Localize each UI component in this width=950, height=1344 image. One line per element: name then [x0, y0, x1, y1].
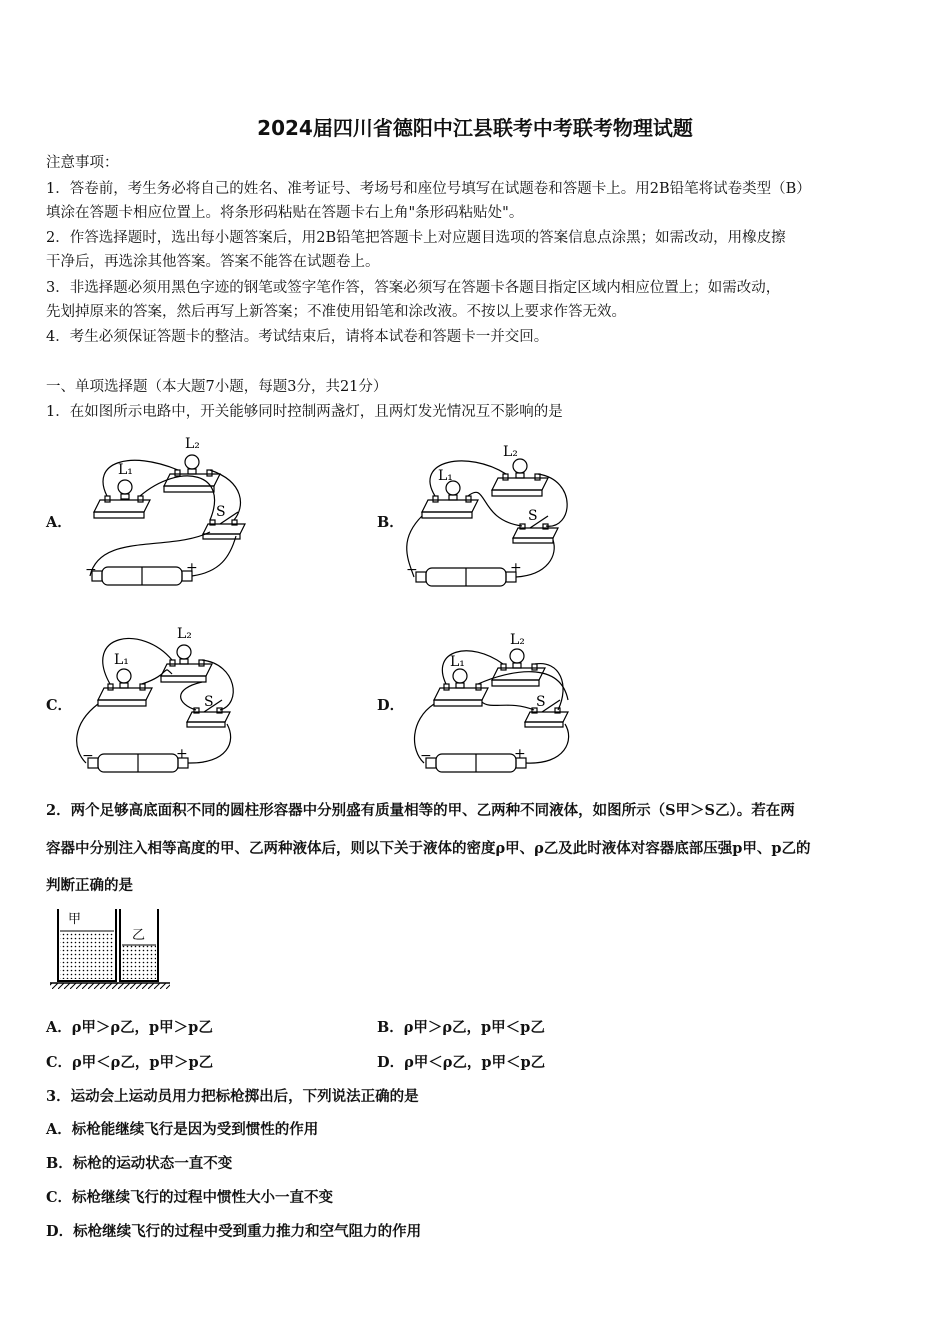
q3-option-a: A．标枪能继续飞行是因为受到惯性的作用 — [46, 1121, 319, 1138]
q2-option-b: B．ρ甲＞ρ乙，p甲＜p乙 — [377, 1019, 545, 1036]
q2-option-a: A．ρ甲＞ρ乙，p甲＞p乙 — [46, 1019, 213, 1036]
label-plus: + — [186, 560, 198, 576]
q3-option-b: B．标枪的运动状态一直不变 — [46, 1155, 233, 1172]
label-plus: + — [514, 746, 526, 762]
q1-option-d-label: D． — [377, 697, 405, 714]
notice-line: 1．答卷前，考生务必将自己的姓名、准考证号、考场号和座位号填写在试题卷和答题卡上。用2B铅笔将试卷类型（B） — [46, 181, 811, 197]
circuit-diagram-b — [398, 440, 588, 600]
question-3-stem: 3．运动会上运动员用力把标枪掷出后，下列说法正确的是 — [46, 1088, 419, 1105]
label-plus: + — [176, 746, 188, 762]
q3-option-d: D．标枪继续飞行的过程中受到重力推力和空气阻力的作用 — [46, 1223, 422, 1240]
q2-option-c: C．ρ甲＜ρ乙，p甲＞p乙 — [46, 1054, 214, 1071]
q1-option-b-label: B． — [377, 514, 404, 531]
page-title: 2024届四川省德阳中江县联考中考联考物理试题 — [257, 116, 693, 140]
label-l1: L₁ — [450, 654, 465, 670]
notice-line: 4．考生必须保证答题卡的整洁。考试结束后，请将本试卷和答题卡一并交回。 — [46, 329, 549, 345]
label-jia: 甲 — [68, 912, 82, 927]
label-l1: L₁ — [438, 468, 453, 484]
label-minus: − — [85, 562, 97, 578]
label-s: S — [536, 694, 546, 710]
circuit-diagram-c — [62, 624, 252, 784]
question-2-stem-line: 判断正确的是 — [46, 877, 133, 894]
label-minus: − — [406, 562, 418, 578]
circuit-diagram-d — [400, 630, 590, 785]
q1-option-a-label: A． — [46, 514, 72, 531]
liquid-jia — [60, 931, 114, 979]
label-l2: L₂ — [510, 632, 525, 648]
label-l2: L₂ — [503, 444, 518, 460]
label-minus: − — [420, 748, 432, 764]
question-2-stem-line: 容器中分别注入相等高度的甲、乙两种液体后，则以下关于液体的密度ρ甲、ρ乙及此时液体对容器底部压强p甲、p乙的 — [46, 840, 811, 857]
label-yi: 乙 — [132, 928, 146, 943]
containers-figure — [46, 905, 176, 995]
section-heading: 一、单项选择题（本大题7小题，每题3分，共21分） — [46, 379, 388, 395]
q3-option-c: C．标枪继续飞行的过程中惯性大小一直不变 — [46, 1189, 334, 1206]
label-l1: L₁ — [118, 462, 133, 478]
label-l2: L₂ — [185, 436, 200, 452]
notice-heading: 注意事项： — [46, 155, 119, 171]
notice-line: 干净后，再选涂其他答案。答案不能答在试题卷上。 — [46, 254, 380, 270]
notice-line: 填涂在答题卡相应位置上。将条形码粘贴在答题卡右上角"条形码粘贴处"。 — [46, 205, 524, 221]
notice-line: 3．非选择题必须用黑色字迹的钢笔或签字笔作答，答案必须写在答题卡各题目指定区域内相应位置上；如需改动， — [46, 280, 781, 296]
label-s: S — [528, 508, 538, 524]
circuit-diagram-a — [70, 432, 260, 597]
q2-option-d: D．ρ甲＜ρ乙，p甲＜p乙 — [377, 1054, 546, 1071]
label-plus: + — [510, 560, 522, 576]
notice-line: 2．作答选择题时，选出每小题答案后，用2B铅笔把答题卡上对应题目选项的答案信息点涂黑；如需改动，用橡皮擦 — [46, 230, 786, 246]
label-s: S — [216, 504, 226, 520]
question-1-stem: 1．在如图所示电路中，开关能够同时控制两盏灯，且两灯发光情况互不影响的是 — [46, 404, 563, 420]
liquid-yi — [122, 945, 156, 979]
label-minus: − — [82, 748, 94, 764]
label-l1: L₁ — [114, 652, 129, 668]
question-2-stem-line: 2．两个足够高底面积不同的圆柱形容器中分别盛有质量相等的甲、乙两种不同液体，如图所示（S甲＞S乙）。若在两 — [46, 802, 795, 819]
label-s: S — [204, 694, 214, 710]
label-l2: L₂ — [177, 626, 192, 642]
notice-line: 先划掉原来的答案，然后再写上新答案；不准使用铅笔和涂改液。不按以上要求作答无效。 — [46, 304, 626, 320]
q1-option-c-label: C． — [46, 697, 73, 714]
